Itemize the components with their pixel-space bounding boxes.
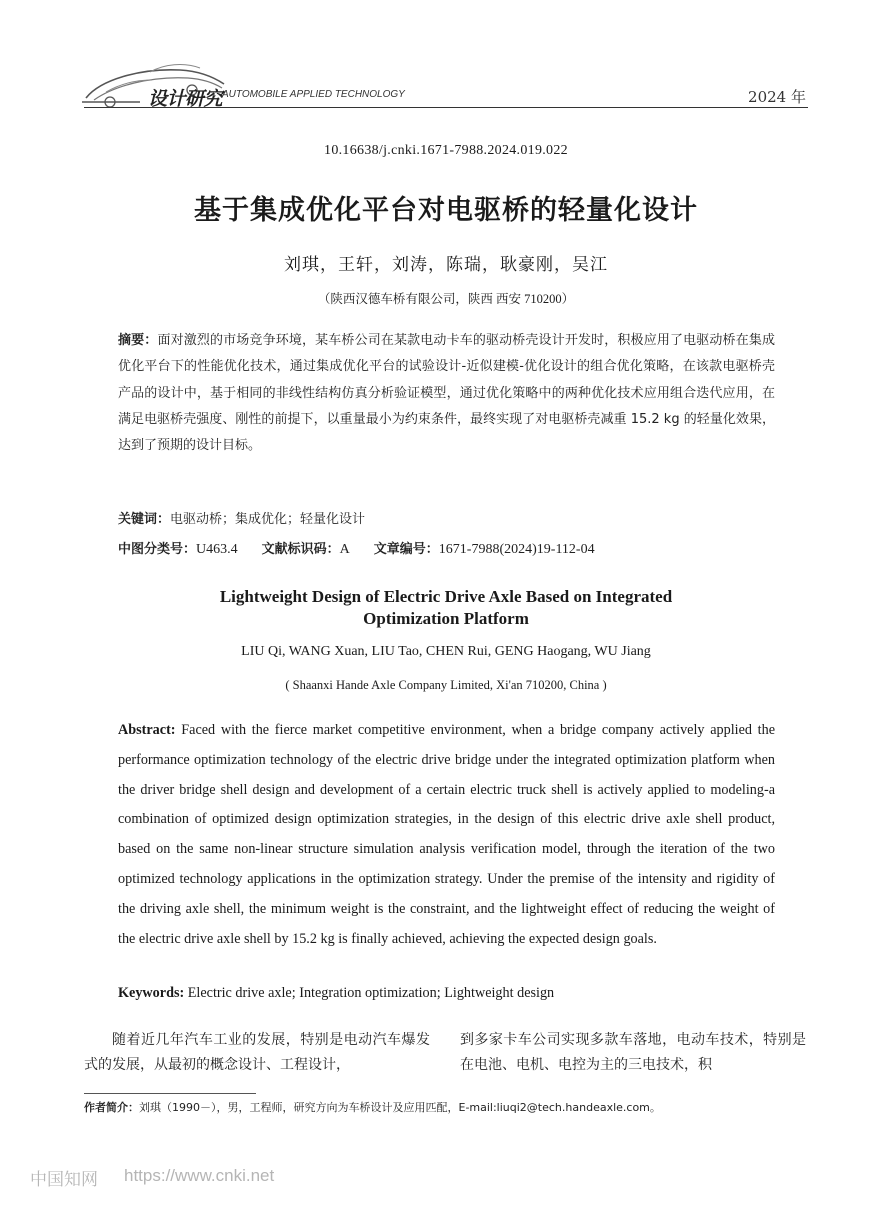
keywords-cn-label: 关键词： [118,512,171,527]
doc-code-label: 文献标识码： [261,542,340,557]
abstract-cn-text: 面对激烈的市场竞争环境，某车桥公司在某款电动卡车的驱动桥壳设计开发时，积极应用了电驱动桥在集成优化平台下的性能优化技术，通过集成优化平台的试验设计-近似建模-优化设计的组合优化策略，在该款电驱桥壳产品的设计中，基于相同的非线性结构仿真分析验证模型，通过优化策略中的两种优化技术应用组合迭代应用，在满足电驱桥壳强度、刚性的前提下，以重量最小为约束条件，最终实现了对电驱桥壳减重 15.2 kg 的轻量化效果，达到了预期的设计目标。 [118,333,775,454]
clc-label: 中图分类号： [118,542,197,557]
paper-title-en [0,586,892,630]
abstract-en-label: Abstract: [118,722,176,738]
issue-year: 2024 年 [748,88,806,106]
author-footnote [84,1099,661,1115]
doc-code-value: A [339,542,350,557]
body-column-right: 到多家卡车公司实现多款车落地，电动车技术，特别是在电池、电机、电控为主的三电技术，积 [460,1032,806,1073]
clc-value: U463.4 [196,542,238,557]
keywords-en-label: Keywords: [118,985,185,1001]
keywords-cn-text: 电驱动桥；集成优化；轻量化设计 [170,512,366,527]
abstract-en [118,716,775,954]
footnote-divider [84,1093,256,1094]
keywords-en-text: Electric drive axle; Integration optimization; Lightweight design [187,985,555,1001]
body-column-left: 随着近几年汽车工业的发展，特别是电动汽车爆发式的发展，从最初的概念设计、工程设计， [84,1032,430,1073]
paper-title-cn: 基于集成优化平台对电驱桥的轻量化设计 [194,195,698,226]
authors-cn: 刘琪，王轩，刘涛，陈瑞，耿豪刚，吴江 [284,255,608,275]
affiliation-en: ( Shaanxi Hande Axle Company Limited, Xi'an 710200, China ) [285,678,607,692]
header-divider [84,107,808,108]
paper-title-en-line2: Optimization Platform [363,609,529,628]
classification-row [118,538,775,558]
article-number-value: 1671-7988(2024)19-112-04 [438,542,595,557]
abstract-en-text: Faced with the fierce market competitive environment, when a bridge company actively applied the performance optimization technology of the electric drive bridge under the integrated optimization platform when the driver bridge shell design and development of a certain electric truck shell is actively applied to modeling-a combination of optimized design optimization strategies, in the design of this electric drive axle shell product, based on the same non-linear structure simulation analysis verification model, through the iteration of the two optimized technology applications in the optimization strategy. Under the premise of the intensity and rigidity of the driving axle shell, the minimum weight is the constraint, and the lightweight effect of reducing the weight of the electric drive axle shell by 15.2 kg is finally achieved, achieving the expected design goals. [118,722,776,947]
journal-name-cn: 设计研究 [148,88,223,110]
paper-title-en-line1: Lightweight Design of Electric Drive Axle Based on Integrated [219,587,673,606]
affiliation-cn: （陕西汉德车桥有限公司，陕西 西安 710200） [317,292,575,306]
cnki-watermark-url: https://www.cnki.net [124,1166,275,1185]
keywords-en [118,985,775,1002]
abstract-cn [118,328,775,459]
doi: 10.16638/j.cnki.1671-7988.2024.019.022 [324,143,568,158]
authors-en: LIU Qi, WANG Xuan, LIU Tao, CHEN Rui, GENG Haogang, WU Jiang [241,644,651,659]
footnote-text: 刘琪（1990－），男，工程师，研究方向为车桥设计及应用匹配，E-mail:liuqi2@tech.handeaxle.com。 [139,1101,661,1114]
keywords-cn [118,508,775,527]
cnki-watermark-cn: 中国知网 [30,1170,98,1190]
footnote-label: 作者简介： [84,1101,139,1114]
article-number-label: 文章编号： [373,542,439,557]
journal-name-en: AUTOMOBILE APPLIED TECHNOLOGY [222,89,405,100]
abstract-cn-label: 摘要： [118,333,158,348]
